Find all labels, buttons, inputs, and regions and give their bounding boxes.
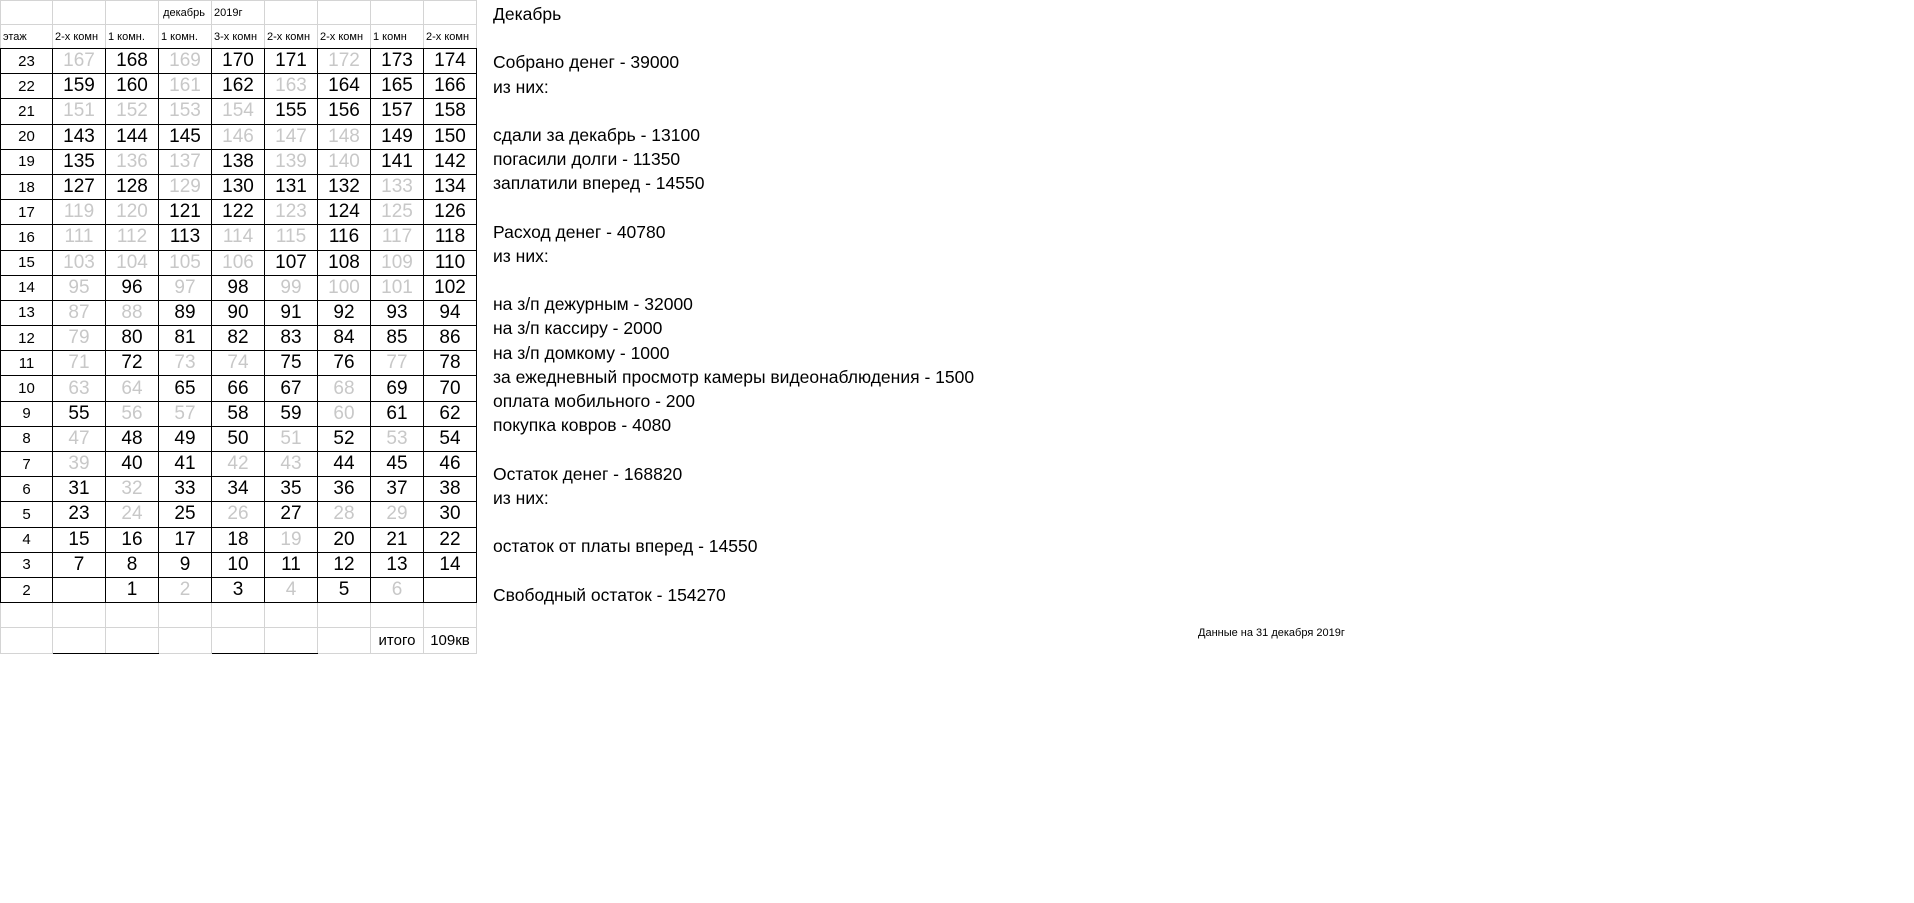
totals-label: итого — [371, 628, 424, 653]
table-row — [1, 351, 477, 376]
financial-report — [493, 0, 974, 607]
apartment-cell — [53, 577, 106, 602]
apartment-cell: 12 — [318, 552, 371, 577]
floor-number: 20 — [1, 124, 53, 149]
apartment-cell: 149 — [371, 124, 424, 149]
apartment-cell: 142 — [424, 149, 477, 174]
apartment-cell: 45 — [371, 452, 424, 477]
apartment-cell: 161 — [159, 74, 212, 99]
apartment-cell: 155 — [265, 99, 318, 124]
apartment-cell: 73 — [159, 351, 212, 376]
apartment-cell: 152 — [106, 99, 159, 124]
apartment-cell: 41 — [159, 452, 212, 477]
expenses-line: Расход денег - 40780 — [493, 221, 666, 242]
apartment-cell: 42 — [212, 452, 265, 477]
apartment-cell: 123 — [265, 200, 318, 225]
apartment-cell: 157 — [371, 99, 424, 124]
camera-review-line: за ежедневный просмотр камеры видеонаблюдения - 1500 — [493, 366, 975, 387]
apartment-cell: 130 — [212, 174, 265, 199]
apartment-cell: 147 — [265, 124, 318, 149]
apartment-cell: 109 — [371, 250, 424, 275]
spacer — [493, 268, 974, 292]
apartment-cell: 59 — [265, 401, 318, 426]
apartment-cell: 114 — [212, 225, 265, 250]
apartment-cell: 165 — [371, 74, 424, 99]
apartment-cell: 135 — [53, 149, 106, 174]
table-row — [1, 577, 477, 602]
apartment-cell: 153 — [159, 99, 212, 124]
apartment-cell: 94 — [424, 300, 477, 325]
apartment-cell: 25 — [159, 502, 212, 527]
apartment-cell: 67 — [265, 376, 318, 401]
floor-number: 17 — [1, 200, 53, 225]
apartment-cell: 170 — [212, 49, 265, 74]
apartment-cell: 31 — [53, 477, 106, 502]
apartment-cell: 21 — [371, 527, 424, 552]
apartment-cell: 4 — [265, 577, 318, 602]
apartment-cell: 35 — [265, 477, 318, 502]
apartment-cell: 167 — [53, 49, 106, 74]
apartment-cell: 66 — [212, 376, 265, 401]
spacer — [493, 558, 974, 582]
apartment-cell: 150 — [424, 124, 477, 149]
apartment-cell: 74 — [212, 351, 265, 376]
apartment-cell: 44 — [318, 452, 371, 477]
apartment-cell: 16 — [106, 527, 159, 552]
paid-debts-line: погасили долги - 11350 — [493, 149, 681, 170]
apartment-cell: 57 — [159, 401, 212, 426]
floor-number: 18 — [1, 174, 53, 199]
apartment-cell: 23 — [53, 502, 106, 527]
apartment-cell: 104 — [106, 250, 159, 275]
apartment-cell: 43 — [265, 452, 318, 477]
apartment-cell: 171 — [265, 49, 318, 74]
apartment-cell: 99 — [265, 275, 318, 300]
apartment-cell: 26 — [212, 502, 265, 527]
table-row — [1, 275, 477, 300]
apartment-cell: 97 — [159, 275, 212, 300]
spacer — [493, 510, 974, 534]
apartment-cell: 46 — [424, 452, 477, 477]
apartment-cell: 13 — [371, 552, 424, 577]
apartment-cell: 93 — [371, 300, 424, 325]
apartment-cell: 65 — [159, 376, 212, 401]
apartment-cell: 7 — [53, 552, 106, 577]
paid-december-line: сдали за декабрь - 13100 — [493, 124, 700, 145]
apartment-cell: 91 — [265, 300, 318, 325]
apartment-cell: 116 — [318, 225, 371, 250]
header-year: 2019г — [212, 1, 265, 25]
apartment-cell: 158 — [424, 99, 477, 124]
apartment-cell: 20 — [318, 527, 371, 552]
floor-number: 3 — [1, 552, 53, 577]
floor-number: 14 — [1, 275, 53, 300]
collected-line: Собрано денег - 39000 — [493, 52, 680, 73]
apartment-cell: 108 — [318, 250, 371, 275]
apartment-cell: 39 — [53, 452, 106, 477]
apartment-cell: 166 — [424, 74, 477, 99]
apartment-cell: 52 — [318, 426, 371, 451]
floor-number: 7 — [1, 452, 53, 477]
apartment-grid — [0, 0, 477, 654]
table-row — [1, 250, 477, 275]
floor-header: этаж — [1, 25, 53, 49]
spacer — [493, 437, 974, 461]
column-header: 1 комн. — [159, 25, 212, 49]
table-row — [1, 149, 477, 174]
apartment-cell: 38 — [424, 477, 477, 502]
apartment-cell: 169 — [159, 49, 212, 74]
apartment-cell: 148 — [318, 124, 371, 149]
apartment-cell: 92 — [318, 300, 371, 325]
floor-number: 22 — [1, 74, 53, 99]
floor-number: 13 — [1, 300, 53, 325]
totals-row — [1, 628, 477, 653]
paid-ahead-line: заплатили вперед - 14550 — [493, 173, 705, 194]
apartment-cell: 40 — [106, 452, 159, 477]
floor-number: 15 — [1, 250, 53, 275]
header-columns-row — [1, 25, 477, 49]
apartment-cell: 162 — [212, 74, 265, 99]
apartment-cell: 36 — [318, 477, 371, 502]
table-row — [1, 376, 477, 401]
apartment-cell: 87 — [53, 300, 106, 325]
apartment-cell: 96 — [106, 275, 159, 300]
apartment-cell: 143 — [53, 124, 106, 149]
apartment-cell: 11 — [265, 552, 318, 577]
report-title: Декабрь — [493, 4, 562, 24]
apartment-cell: 19 — [265, 527, 318, 552]
apartment-cell: 82 — [212, 326, 265, 351]
column-header: 2-х комн — [424, 25, 477, 49]
floor-number: 11 — [1, 351, 53, 376]
apartment-cell: 8 — [106, 552, 159, 577]
apartment-cell: 156 — [318, 99, 371, 124]
apartment-cell: 129 — [159, 174, 212, 199]
apartment-cell: 1 — [106, 577, 159, 602]
apartment-cell — [424, 577, 477, 602]
table-row — [1, 527, 477, 552]
apartment-cell: 51 — [265, 426, 318, 451]
apartment-cell: 70 — [424, 376, 477, 401]
apartment-cell: 53 — [371, 426, 424, 451]
apartment-cell: 9 — [159, 552, 212, 577]
column-header: 2-х комн — [318, 25, 371, 49]
floor-number: 19 — [1, 149, 53, 174]
table-row — [1, 401, 477, 426]
balance-prepaid-line: остаток от платы вперед - 14550 — [493, 536, 758, 557]
apartment-cell: 110 — [424, 250, 477, 275]
apartment-cell: 168 — [106, 49, 159, 74]
apartment-cell: 85 — [371, 326, 424, 351]
apartment-cell: 164 — [318, 74, 371, 99]
table-row — [1, 174, 477, 199]
apartment-cell: 131 — [265, 174, 318, 199]
apartment-cell: 64 — [106, 376, 159, 401]
apartment-cell: 174 — [424, 49, 477, 74]
apartment-cell: 89 — [159, 300, 212, 325]
apartment-cell: 63 — [53, 376, 106, 401]
header-month-row — [1, 1, 477, 25]
apartment-cell: 80 — [106, 326, 159, 351]
apartment-cell: 68 — [318, 376, 371, 401]
floor-number: 9 — [1, 401, 53, 426]
floor-number: 2 — [1, 577, 53, 602]
column-header: 2-х комн — [265, 25, 318, 49]
apartment-cell: 50 — [212, 426, 265, 451]
apartment-cell: 117 — [371, 225, 424, 250]
apartment-cell: 48 — [106, 426, 159, 451]
table-row — [1, 426, 477, 451]
apartment-cell: 120 — [106, 200, 159, 225]
apartment-cell: 17 — [159, 527, 212, 552]
apartment-cell: 119 — [53, 200, 106, 225]
apartment-cell: 56 — [106, 401, 159, 426]
apartment-cell: 160 — [106, 74, 159, 99]
apartment-cell: 75 — [265, 351, 318, 376]
apartment-cell: 154 — [212, 99, 265, 124]
floor-number: 21 — [1, 99, 53, 124]
table-row — [1, 99, 477, 124]
apartment-cell: 72 — [106, 351, 159, 376]
carpets-line: покупка ковров - 4080 — [493, 415, 672, 436]
apartment-cell: 151 — [53, 99, 106, 124]
spacer — [493, 99, 974, 123]
apartment-cell: 30 — [424, 502, 477, 527]
table-row — [1, 74, 477, 99]
apartment-cell: 6 — [371, 577, 424, 602]
apartment-cell: 29 — [371, 502, 424, 527]
apartment-cell: 15 — [53, 527, 106, 552]
apartment-cell: 140 — [318, 149, 371, 174]
floor-number: 10 — [1, 376, 53, 401]
apartment-cell: 141 — [371, 149, 424, 174]
apartment-cell: 106 — [212, 250, 265, 275]
column-header: 1 комн — [371, 25, 424, 49]
apartment-cell: 90 — [212, 300, 265, 325]
apartment-cell: 145 — [159, 124, 212, 149]
apartment-cell: 112 — [106, 225, 159, 250]
balance-line: Остаток денег - 168820 — [493, 463, 683, 484]
apartment-cell: 77 — [371, 351, 424, 376]
apartment-cell: 134 — [424, 174, 477, 199]
apartment-cell: 163 — [265, 74, 318, 99]
apartment-cell: 69 — [371, 376, 424, 401]
apartment-cell: 28 — [318, 502, 371, 527]
apartment-cell: 2 — [159, 577, 212, 602]
table-row — [1, 49, 477, 74]
table-row — [1, 300, 477, 325]
apartment-cell: 101 — [371, 275, 424, 300]
salary-housecom-line: на з/п домкому - 1000 — [493, 342, 670, 363]
column-header: 1 комн. — [106, 25, 159, 49]
apartment-cell: 128 — [106, 174, 159, 199]
salary-duty-line: на з/п дежурным - 32000 — [493, 294, 693, 315]
apartment-cell: 86 — [424, 326, 477, 351]
column-header: 3-х комн — [212, 25, 265, 49]
floor-number: 6 — [1, 477, 53, 502]
floor-number: 5 — [1, 502, 53, 527]
apartment-cell: 18 — [212, 527, 265, 552]
floor-number: 4 — [1, 527, 53, 552]
apartment-cell: 122 — [212, 200, 265, 225]
apartment-cell: 32 — [106, 477, 159, 502]
apartment-cell: 138 — [212, 149, 265, 174]
apartment-cell: 5 — [318, 577, 371, 602]
apartment-cell: 115 — [265, 225, 318, 250]
table-row — [1, 477, 477, 502]
apartment-cell: 136 — [106, 149, 159, 174]
apartment-cell: 84 — [318, 326, 371, 351]
apartment-cell: 37 — [371, 477, 424, 502]
apartment-cell: 79 — [53, 326, 106, 351]
apartment-cell: 125 — [371, 200, 424, 225]
apartment-cell: 78 — [424, 351, 477, 376]
apartment-cell: 105 — [159, 250, 212, 275]
header-month: декабрь — [159, 1, 212, 25]
apartment-cell: 83 — [265, 326, 318, 351]
floor-number: 16 — [1, 225, 53, 250]
blank-row — [1, 603, 477, 628]
apartment-cell: 54 — [424, 426, 477, 451]
of-them-line: из них: — [493, 487, 549, 508]
apartment-cell: 10 — [212, 552, 265, 577]
apartment-cell: 121 — [159, 200, 212, 225]
table-row — [1, 502, 477, 527]
salary-cashier-line: на з/п кассиру - 2000 — [493, 318, 663, 339]
apartment-cell: 98 — [212, 275, 265, 300]
apartment-cell: 118 — [424, 225, 477, 250]
apartment-cell: 113 — [159, 225, 212, 250]
apartment-cell: 127 — [53, 174, 106, 199]
table-row — [1, 452, 477, 477]
apartment-cell: 139 — [265, 149, 318, 174]
apartment-cell: 61 — [371, 401, 424, 426]
apartment-cell: 88 — [106, 300, 159, 325]
apartment-cell: 137 — [159, 149, 212, 174]
floor-number: 23 — [1, 49, 53, 74]
spacer — [493, 196, 974, 220]
of-them-line: из них: — [493, 245, 549, 266]
apartment-cell: 62 — [424, 401, 477, 426]
table-row — [1, 124, 477, 149]
apartment-cell: 100 — [318, 275, 371, 300]
apartment-cell: 173 — [371, 49, 424, 74]
table-row — [1, 552, 477, 577]
apartment-cell: 22 — [424, 527, 477, 552]
apartment-cell: 172 — [318, 49, 371, 74]
apartment-cell: 132 — [318, 174, 371, 199]
floor-number: 12 — [1, 326, 53, 351]
apartment-cell: 14 — [424, 552, 477, 577]
apartment-cell: 107 — [265, 250, 318, 275]
apartment-cell: 111 — [53, 225, 106, 250]
apartment-cell: 103 — [53, 250, 106, 275]
apartment-cell: 126 — [424, 200, 477, 225]
apartment-cell: 146 — [212, 124, 265, 149]
apartment-cell: 27 — [265, 502, 318, 527]
mobile-payment-line: оплата мобильного - 200 — [493, 391, 695, 411]
of-them-line: из них: — [493, 76, 549, 97]
apartment-cell: 24 — [106, 502, 159, 527]
apartment-cell: 76 — [318, 351, 371, 376]
table-row — [1, 200, 477, 225]
apartment-cell: 124 — [318, 200, 371, 225]
totals-value: 109кв — [424, 628, 477, 653]
apartment-cell: 47 — [53, 426, 106, 451]
apartment-cell: 159 — [53, 74, 106, 99]
apartment-cell: 58 — [212, 401, 265, 426]
apartment-cell: 55 — [53, 401, 106, 426]
apartment-cell: 71 — [53, 351, 106, 376]
data-date-note: Данные на 31 декабря 2019г — [1198, 627, 1345, 639]
apartment-cell: 133 — [371, 174, 424, 199]
table-row — [1, 326, 477, 351]
apartment-cell: 49 — [159, 426, 212, 451]
apartment-cell: 95 — [53, 275, 106, 300]
free-balance-line: Свободный остаток - 154270 — [493, 584, 726, 605]
apartment-cell: 3 — [212, 577, 265, 602]
spacer — [493, 26, 974, 50]
floor-number: 8 — [1, 426, 53, 451]
column-header: 2-х комн — [53, 25, 106, 49]
apartment-cell: 33 — [159, 477, 212, 502]
apartment-cell: 60 — [318, 401, 371, 426]
apartment-cell: 81 — [159, 326, 212, 351]
apartment-cell: 144 — [106, 124, 159, 149]
apartment-cell: 34 — [212, 477, 265, 502]
table-row — [1, 225, 477, 250]
apartment-cell: 102 — [424, 275, 477, 300]
